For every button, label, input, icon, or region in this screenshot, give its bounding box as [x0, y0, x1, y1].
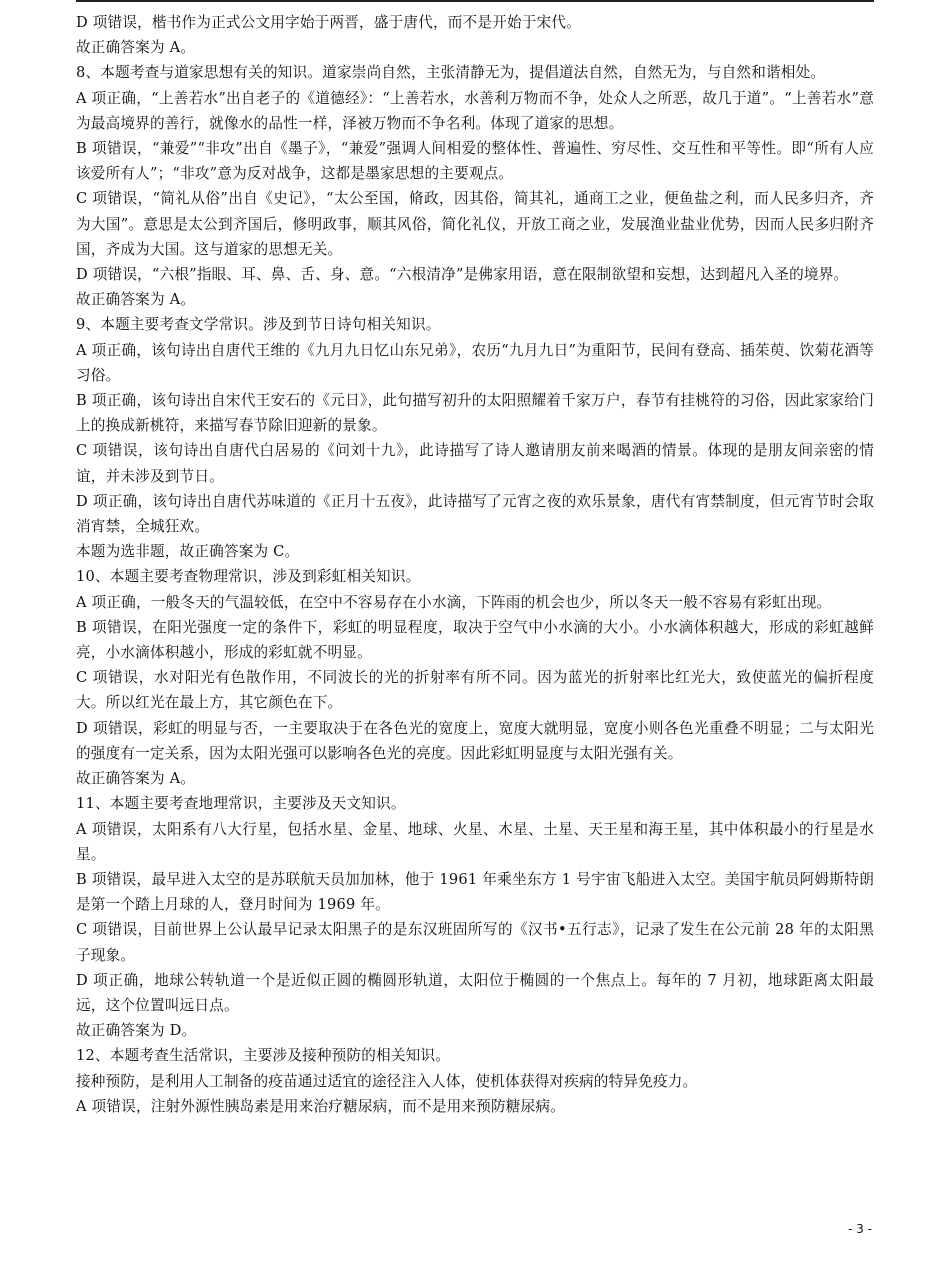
- question-heading: 12、本题考查生活常识，主要涉及接种预防的相关知识。: [76, 1047, 451, 1065]
- paragraph: 故正确答案为 A。: [76, 39, 196, 57]
- question-heading: 9、本题主要考查文学常识。涉及到节日诗句相关知识。: [76, 316, 441, 334]
- paragraph: 本题为选非题，故正确答案为 C。: [76, 543, 300, 561]
- paragraph: A 项正确，“上善若水”出自老子的《道德经》：“上善若水，水善利万物而不争，处众人之所恶，故几于道”。“上善若水”意为最高境界的善行，就像水的品性一样，泽被万物而不争名利。体现了道家的思想。: [76, 89, 874, 132]
- paragraph: D 项错误，彩虹的明显与否，一主要取决于在各色光的宽度上，宽度大就明显，宽度小则各色光重叠不明显；二与太阳光的强度有一定关系，因为太阳光强可以影响各色光的亮度。因此彩虹明显度与太阳光强有关。: [76, 719, 874, 762]
- paragraph: B 项错误，“兼爱”“非攻”出自《墨子》，“兼爱”强调人间相爱的整体性、普遍性、穷尽性、交互性和平等性。即“所有人应该爱所有人”；“非攻”意为反对战争，这都是墨家思想的主要观点。: [76, 140, 874, 183]
- paragraph: A 项正确，一般冬天的气温较低，在空中不容易存在小水滴，下阵雨的机会也少，所以冬天一般不容易有彩虹出现。: [76, 593, 832, 611]
- paragraph: C 项错误，“简礼从俗”出自《史记》，“太公至国，脩政，因其俗，简其礼，通商工之业，便鱼盐之利，而人民多归齐，齐为大国”。意思是太公到齐国后，修明政事，顺其风俗，简化礼仪，开放工商之业，发展渔业盐业优势，因而人民多归附齐国，齐成为大国。这与道家的思想无关。: [76, 190, 874, 258]
- paragraph: 故正确答案为 A。: [76, 291, 196, 309]
- paragraph: A 项错误，太阳系有八大行星，包括水星、金星、地球、火星、木星、土星、天王星和海王星，其中体积最小的行星是水星。: [76, 820, 874, 863]
- paragraph: C 项错误，该句诗出自唐代白居易的《问刘十九》，此诗描写了诗人邀请朋友前来喝酒的情景。体现的是朋友间亲密的情谊，并未涉及到节日。: [76, 442, 874, 485]
- paragraph: B 项错误，最早进入太空的是苏联航天员加加林，他于 1961 年乘坐东方 1 号宇宙飞船进入太空。美国宇航员阿姆斯特朗是第一个踏上月球的人，登月时间为 1969 年。: [76, 870, 874, 914]
- paragraph: D 项正确，地球公转轨道一个是近似正圆的椭圆形轨道，太阳位于椭圆的一个焦点上。每年的 7 月初，地球距离太阳最远，这个位置叫远日点。: [76, 971, 874, 1014]
- paragraph: 故正确答案为 D。: [76, 1022, 197, 1040]
- paragraph: D 项正确，该句诗出自唐代苏味道的《正月十五夜》，此诗描写了元宵之夜的欢乐景象，唐代有宵禁制度，但元宵节时会取消宵禁，全城狂欢。: [76, 492, 874, 536]
- question-heading: 11、本题主要考查地理常识，主要涉及天文知识。: [76, 795, 406, 813]
- page-number: - 3 -: [848, 1222, 872, 1236]
- question-heading: 8、本题考查与道家思想有关的知识。道家崇尚自然，主张清静无为，提倡道法自然，自然无为，与自然和谐相处。: [76, 64, 826, 82]
- paragraph: C 项错误，目前世界上公认最早记录太阳黑子的是东汉班固所写的《汉书•五行志》，记录了发生在公元前 28 年的太阳黑子现象。: [76, 921, 874, 964]
- paragraph: A 项错误，注射外源性胰岛素是用来治疗糖尿病，而不是用来预防糖尿病。: [76, 1097, 565, 1115]
- paragraph: 接种预防，是利用人工制备的疫苗通过适宜的途径注入人体，使机体获得对疾病的特异免疫力。: [76, 1072, 698, 1090]
- paragraph: D 项错误，楷书作为正式公文用字始于两晋，盛于唐代，而不是开始于宋代。: [76, 14, 581, 31]
- document-body: [76, 10, 874, 1119]
- question-heading: 10、本题主要考查物理常识，涉及到彩虹相关知识。: [76, 568, 421, 586]
- paragraph: A 项正确，该句诗出自唐代王维的《九月九日忆山东兄弟》，农历“九月九日”为重阳节，民间有登高、插茱萸、饮菊花酒等习俗。: [76, 341, 874, 384]
- paragraph: 故正确答案为 A。: [76, 770, 196, 788]
- paragraph: B 项正确，该句诗出自宋代王安石的《元日》，此句描写初升的太阳照耀着千家万户，春节有挂桃符的习俗，因此家家给门上的换成新桃符，来描写春节除旧迎新的景象。: [76, 392, 874, 435]
- paragraph: D 项错误，“六根”指眼、耳、鼻、舌、身、意。“六根清净”是佛家用语，意在限制欲望和妄想，达到超凡入圣的境界。: [76, 266, 849, 284]
- paragraph: C 项错误，水对阳光有色散作用，不同波长的光的折射率有所不同。因为蓝光的折射率比红光大，致使蓝光的偏折程度大。所以红光在最上方，其它颜色在下。: [76, 669, 874, 712]
- paragraph: B 项错误，在阳光强度一定的条件下，彩虹的明显程度，取决于空气中小水滴的大小。小水滴体积越大，形成的彩虹越鲜亮，小水滴体积越小，形成的彩虹就不明显。: [76, 618, 874, 662]
- top-rule: [76, 0, 874, 2]
